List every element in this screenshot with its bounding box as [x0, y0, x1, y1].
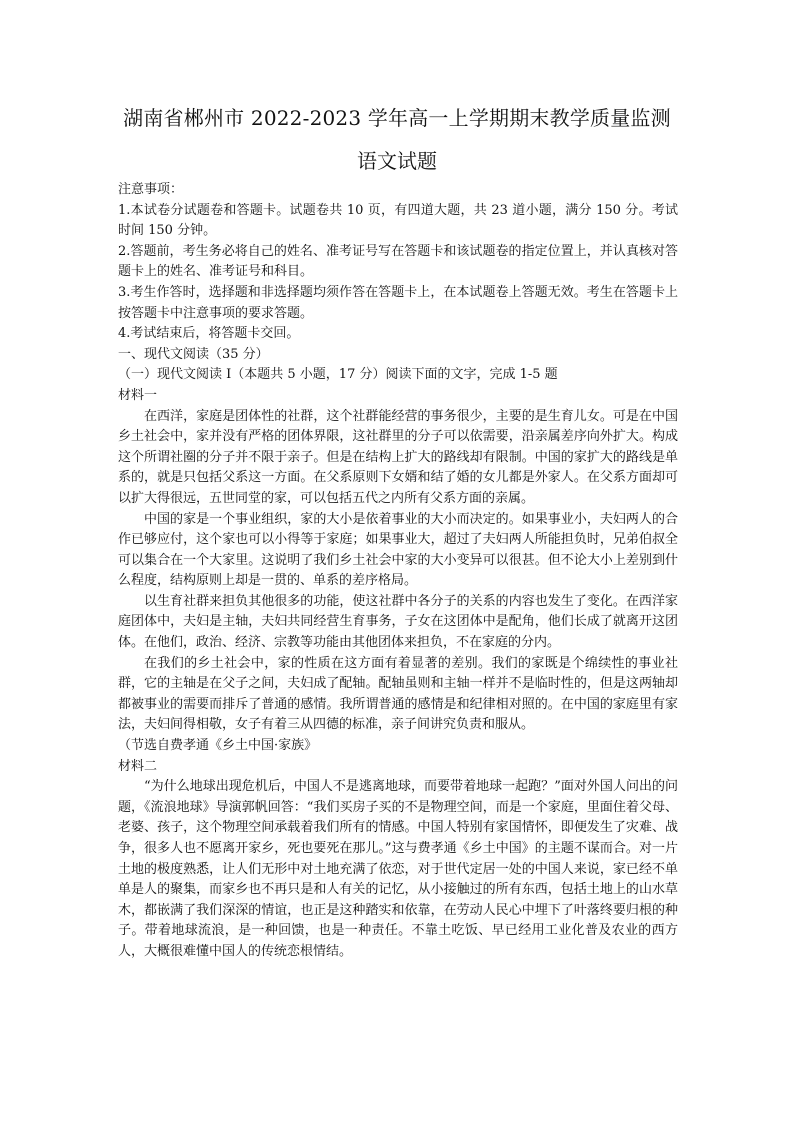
notice-item: 1.本试卷分试题卷和答题卡。试题卷共 10 页，有四道大题，共 23 道小题，满分 150 分。考试时间 150 分钟。 — [118, 202, 678, 239]
material-label: 材料二 — [118, 758, 158, 774]
paragraph: 在我们的乡土社会中，家的性质在这方面有着显著的差别。我们的家既是个绵续性的事业社群，它的主轴是在父子之间，夫妇成了配轴。配轴虽则和主轴一样并不是临时性的，但是这两轴却都被事业的需要而排斥了普通的感情。我所谓普通的感情是和纪律相对照的。在中国的家庭里有家法，夫妇间得相敬，女子有着三从四德的标准，亲子间讲究负责和服从。 — [118, 655, 678, 733]
notice-heading: 注意事项： — [118, 182, 184, 197]
paragraph: 中国的家是一个事业组织，家的大小是依着事业的大小而决定的。如果事业小，夫妇两人的合作已够应付，这个家也可以小得等于家庭；如果事业大，超过了夫妇两人所能担负时，兄弟伯叔全可以集合在一个大家里。这说明了我们乡土社会中家的大小变异可以很甚。但不论大小上差别到什么程度，结构原则上却是一贯的、单系的差序格局。 — [118, 511, 678, 589]
notice-item: 3.考生作答时，选择题和非选择题均须作答在答题卡上，在本试题卷上答题无效。考生在答题卡上按答题卡中注意事项的要求答题。 — [118, 284, 678, 321]
document-body — [118, 180, 678, 963]
source-citation: （节选自费孝通《乡土中国·家族》 — [118, 738, 318, 754]
material-label: 材料一 — [118, 387, 158, 403]
page-title: 湖南省郴州市 2022-2023 学年高一上学期期末教学质量监测 — [123, 106, 671, 130]
subsection-heading: （一）现代文阅读 I（本题共 5 小题，17 分）阅读下面的文字，完成 1-5 题 — [118, 367, 558, 383]
notice-item: 4.考试结束后，将答题卡交回。 — [118, 326, 300, 342]
notice-item: 2.答题前，考生务必将自己的姓名、准考证号写在答题卡和该试题卷的指定位置上，并认真核对答题卡上的姓名、准考证号和科目。 — [118, 243, 678, 280]
paragraph: “为什么地球出现危机后，中国人不是逃离地球，而要带着地球一起跑？”面对外国人问出的问题，《流浪地球》导演郭帆回答：“我们买房子买的不是物理空间，而是一个家庭，里面住着父母、老婆、孩子，这个物理空间承载着我们所有的情感。中国人特别有家国情怀，即便发生了灾难、战争，很多人也不愿离开家乡，死也要死在那儿。”这与费孝通《乡土中国》的主题不谋而合。对一片土地的极度熟悉，让人们无形中对土地充满了依恋，对于世代定居一处的中国人来说，家已经不单单是人的聚集，而家乡也不再只是和人有关的记忆，从小接触过的所有东西，包括土地上的山水草木，都嵌满了我们深深的情谊，也正是这种踏实和依靠，在劳动人民心中埋下了叶落终要归根的种子。带着地球流浪，是一种回馈，也是一种责任。不靠土吃饭、早已经用工业化普及农业的西方人，大概很难懂中国人的传统恋根情结。 — [118, 779, 678, 959]
page-subtitle: 语文试题 — [357, 149, 437, 173]
paragraph: 在西洋，家庭是团体性的社群，这个社群能经营的事务很少，主要的是生育儿女。可是在中国乡土社会中，家并没有严格的团体界限，这社群里的分子可以依需要，沿亲属差序向外扩大。构成这个所谓社圈的分子并不限于亲子。但是在结构上扩大的路线却有限制。中国的家扩大的路线是单系的，就是只包括父系这一方面。在父系原则下女婿和结了婚的女儿都是外家人。在父系方面却可以扩大得很远，五世同堂的家，可以包括五代之内所有父系方面的亲属。 — [118, 408, 678, 506]
paragraph: 以生育社群来担负其他很多的功能，使这社群中各分子的关系的内容也发生了变化。在西洋家庭团体中，夫妇是主轴，夫妇共同经营生育事务，子女在这团体中是配角，他们长成了就离开这团体。在他们，政治、经济、宗教等功能由其他团体来担负，不在家庭的分内。 — [118, 593, 678, 651]
section-heading: 一、现代文阅读（35 分） — [118, 346, 269, 362]
